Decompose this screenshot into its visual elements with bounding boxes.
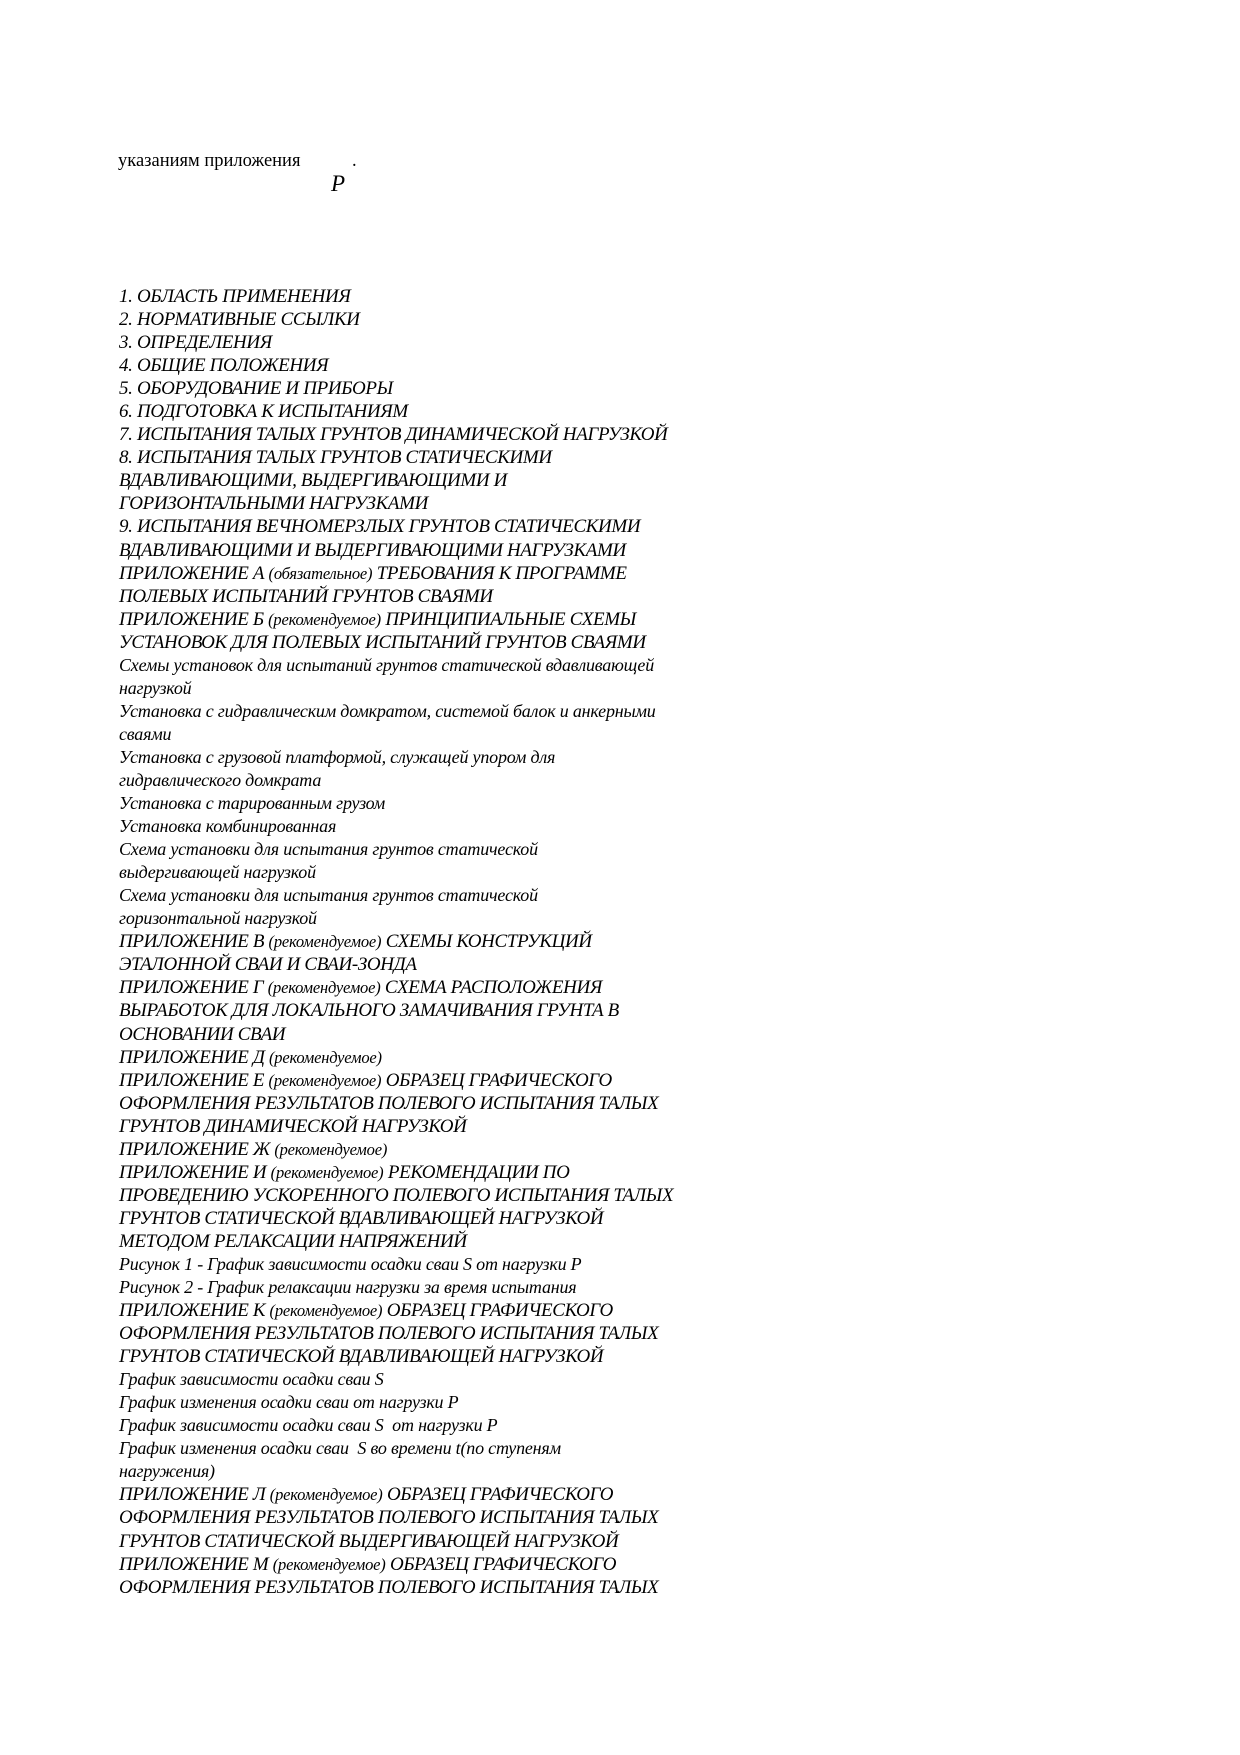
toc-line[interactable]: [119, 1023, 799, 1046]
toc-line-text: ОФОРМЛЕНИЯ РЕЗУЛЬТАТОВ ПОЛЕВОГО ИСПЫТАНИЯ ТАЛЫХ: [119, 1507, 659, 1529]
toc-line[interactable]: [119, 1368, 799, 1391]
toc-line[interactable]: [119, 1460, 799, 1483]
toc-line[interactable]: [119, 999, 799, 1022]
toc-line-text: горизонтальной нагрузкой: [119, 908, 317, 929]
toc-line-text: 3. ОПРЕДЕЛЕНИЯ: [119, 332, 272, 354]
toc-line[interactable]: [119, 746, 799, 769]
toc-line-text: ПРИЛОЖЕНИЕ К: [119, 1300, 270, 1322]
toc-line[interactable]: [119, 1530, 799, 1553]
toc-line[interactable]: [119, 769, 799, 792]
toc-line[interactable]: [119, 884, 799, 907]
toc-line-title: РЕКОМЕНДАЦИИ ПО: [383, 1161, 570, 1183]
toc-line[interactable]: [119, 838, 799, 861]
toc-line-text: ЭТАЛОННОЙ СВАИ И СВАИ-ЗОНДА: [119, 954, 417, 976]
toc-line-text: ПРИЛОЖЕНИЕ Ж: [119, 1138, 275, 1160]
toc-line-text: Рисунок 2 - График релаксации нагрузки за время испытания: [119, 1277, 577, 1298]
toc-line-title: ОБРАЗЕЦ ГРАФИЧЕСКОГО: [382, 1300, 613, 1322]
toc-line[interactable]: [119, 1184, 799, 1207]
toc-line-title: СХЕМЫ КОНСТРУКЦИЙ: [381, 931, 592, 953]
appendix-status-note: (обязательное): [268, 563, 373, 583]
toc-line-text: График изменения осадки сваи S во времени t(по ступеням: [119, 1438, 561, 1459]
toc-line[interactable]: [119, 792, 799, 815]
toc-line[interactable]: [119, 492, 799, 515]
toc-line-text: ПРИЛОЖЕНИЕ В: [119, 931, 269, 953]
toc-line[interactable]: [119, 1506, 799, 1529]
toc-line-text: ГРУНТОВ СТАТИЧЕСКОЙ ВДАВЛИВАЮЩЕЙ НАГРУЗКОЙ: [119, 1346, 604, 1368]
toc-line[interactable]: [119, 677, 799, 700]
toc-line[interactable]: [119, 585, 799, 608]
toc-line-text: Установка с гидравлическим домкратом, системой балок и анкерными: [119, 700, 656, 721]
toc-line-text: ПРИЛОЖЕНИЕ Л: [119, 1484, 270, 1506]
appendix-status-note: (рекомендуемое): [270, 1162, 384, 1182]
toc-line[interactable]: [119, 469, 799, 492]
toc-line-text: Рисунок 1 - График зависимости осадки сваи S от нагрузки P: [119, 1253, 582, 1274]
toc-line[interactable]: [119, 861, 799, 884]
toc-line-text: ОСНОВАНИИ СВАИ: [119, 1023, 286, 1045]
toc-line[interactable]: [119, 1553, 799, 1576]
toc-line-text: 1. ОБЛАСТЬ ПРИМЕНЕНИЯ: [119, 286, 351, 307]
toc-line[interactable]: [119, 723, 799, 746]
toc-line-text: ПРИЛОЖЕНИЕ М: [119, 1553, 273, 1575]
toc-line[interactable]: [119, 1092, 799, 1115]
toc-line[interactable]: [119, 1207, 799, 1230]
toc-line-text: Установка с грузовой платформой, служащей упором для: [119, 746, 556, 767]
toc-line-text: ПРИЛОЖЕНИЕ И: [119, 1161, 271, 1183]
toc-line-text: 8. ИСПЫТАНИЯ ТАЛЫХ ГРУНТОВ СТАТИЧЕСКИМИ: [119, 447, 552, 469]
toc-line[interactable]: [119, 400, 799, 423]
toc-line-text: График зависимости осадки сваи S: [119, 1369, 384, 1390]
toc-line[interactable]: [119, 1069, 799, 1092]
toc-line-text: 4. ОБЩИЕ ПОЛОЖЕНИЯ: [119, 355, 329, 377]
toc-line[interactable]: [119, 976, 799, 999]
toc-line-text: Схема установки для испытания грунтов статической: [119, 839, 538, 860]
toc-line-text: ГРУНТОВ ДИНАМИЧЕСКОЙ НАГРУЗКОЙ: [119, 1115, 467, 1137]
toc-line-text: ВДАВЛИВАЮЩИМИ И ВЫДЕРГИВАЮЩИМИ НАГРУЗКАМИ: [119, 539, 626, 561]
toc-line-text: ОФОРМЛЕНИЯ РЕЗУЛЬТАТОВ ПОЛЕВОГО ИСПЫТАНИЯ ТАЛЫХ: [119, 1576, 659, 1598]
appendix-status-note: (рекомендуемое): [268, 932, 382, 952]
table-of-contents: [119, 285, 799, 1599]
toc-line[interactable]: [119, 1230, 799, 1253]
appendix-status-note: (рекомендуемое): [272, 1554, 386, 1574]
toc-line-text: сваями: [119, 723, 172, 744]
toc-line-text: 5. ОБОРУДОВАНИЕ И ПРИБОРЫ: [119, 378, 393, 400]
toc-line-text: ПРИЛОЖЕНИЕ Г: [119, 977, 268, 999]
toc-line-text: гидравлического домкрата: [119, 769, 322, 790]
toc-line[interactable]: [119, 1253, 799, 1276]
appendix-status-note: (рекомендуемое): [267, 978, 381, 998]
toc-line-text: ПРИЛОЖЕНИЕ Е: [119, 1069, 269, 1091]
toc-line[interactable]: [119, 654, 799, 677]
toc-line-text: ОФОРМЛЕНИЯ РЕЗУЛЬТАТОВ ПОЛЕВОГО ИСПЫТАНИЯ ТАЛЫХ: [119, 1323, 659, 1345]
toc-line-text: 2. НОРМАТИВНЫЕ ССЫЛКИ: [119, 309, 360, 331]
intro-period: .: [352, 151, 357, 171]
toc-line-title: ТРЕБОВАНИЯ К ПРОГРАММЕ: [372, 562, 627, 584]
toc-line-title: ОБРАЗЕЦ ГРАФИЧЕСКОГО: [381, 1069, 612, 1091]
toc-line-text: Установка комбинированная: [119, 816, 337, 837]
toc-line-text: ГРУНТОВ СТАТИЧЕСКОЙ ВЫДЕРГИВАЮЩЕЙ НАГРУЗКОЙ: [119, 1530, 619, 1552]
toc-line-text: УСТАНОВОК ДЛЯ ПОЛЕВЫХ ИСПЫТАНИЙ ГРУНТОВ СВАЯМИ: [119, 631, 646, 653]
toc-line-text: ПРИЛОЖЕНИЕ Б: [119, 608, 269, 630]
appendix-status-note: (рекомендуемое): [269, 1301, 383, 1321]
appendix-status-note: (рекомендуемое): [268, 1070, 382, 1090]
toc-line-title: ОБРАЗЕЦ ГРАФИЧЕСКОГО: [385, 1553, 617, 1575]
toc-line[interactable]: [119, 1322, 799, 1345]
toc-line[interactable]: [119, 423, 799, 446]
toc-line-text: График изменения осадки сваи от нагрузки P: [119, 1392, 459, 1413]
toc-line-text: График зависимости осадки сваи S от нагрузки P: [119, 1415, 498, 1436]
toc-line[interactable]: [119, 700, 799, 723]
toc-line[interactable]: [119, 631, 799, 654]
toc-line[interactable]: [119, 1391, 799, 1414]
toc-line[interactable]: [119, 1576, 799, 1599]
toc-line-title: ОБРАЗЕЦ ГРАФИЧЕСКОГО: [382, 1484, 614, 1506]
toc-line[interactable]: [119, 562, 799, 585]
toc-line[interactable]: [119, 515, 799, 538]
toc-line-text: ВДАВЛИВАЮЩИМИ, ВЫДЕРГИВАЮЩИМИ И: [119, 470, 507, 492]
toc-line[interactable]: [119, 446, 799, 469]
toc-line[interactable]: [119, 953, 799, 976]
toc-line[interactable]: [119, 1115, 799, 1138]
toc-line-text: ВЫРАБОТОК ДЛЯ ЛОКАЛЬНОГО ЗАМАЧИВАНИЯ ГРУНТА В: [119, 1000, 619, 1022]
toc-line[interactable]: [119, 1161, 799, 1184]
toc-line[interactable]: [119, 930, 799, 953]
appendix-status-note: (рекомендуемое): [268, 609, 381, 629]
toc-line[interactable]: [119, 377, 799, 400]
toc-line-title: ПРИНЦИПИАЛЬНЫЕ СХЕМЫ: [380, 608, 636, 630]
toc-line[interactable]: [119, 1138, 799, 1161]
toc-line-text: ПРИЛОЖЕНИЕ Д: [119, 1046, 270, 1068]
toc-line[interactable]: [119, 815, 799, 838]
toc-line[interactable]: [119, 1046, 799, 1069]
appendix-status-note: (рекомендуемое): [269, 1485, 383, 1505]
toc-line-text: нагрузкой: [119, 677, 192, 698]
toc-line[interactable]: [119, 1437, 799, 1460]
toc-line-text: Установка с тарированным грузом: [119, 793, 386, 814]
toc-line[interactable]: [119, 331, 799, 354]
toc-line-text: 6. ПОДГОТОВКА К ИСПЫТАНИЯМ: [119, 401, 408, 423]
toc-line[interactable]: [119, 1483, 799, 1506]
toc-line-text: ПРИЛОЖЕНИЕ А: [119, 562, 269, 584]
toc-line[interactable]: [119, 608, 799, 631]
toc-line[interactable]: [119, 907, 799, 930]
toc-line-text: МЕТОДОМ РЕЛАКСАЦИИ НАПРЯЖЕНИЙ: [119, 1230, 467, 1252]
toc-line-text: Схемы установок для испытаний грунтов статической вдавливающей: [119, 654, 655, 675]
formula-symbol-p: P: [331, 171, 346, 196]
toc-line[interactable]: [119, 285, 799, 308]
toc-line[interactable]: [119, 1276, 799, 1299]
toc-line[interactable]: [119, 1345, 799, 1368]
appendix-status-note: (рекомендуемое): [269, 1047, 382, 1067]
toc-line[interactable]: [119, 308, 799, 331]
toc-line-text: ГРУНТОВ СТАТИЧЕСКОЙ ВДАВЛИВАЮЩЕЙ НАГРУЗКОЙ: [119, 1207, 604, 1229]
toc-line-text: ОФОРМЛЕНИЯ РЕЗУЛЬТАТОВ ПОЛЕВОГО ИСПЫТАНИЯ ТАЛЫХ: [119, 1092, 659, 1114]
toc-line-text: ГОРИЗОНТАЛЬНЫМИ НАГРУЗКАМИ: [119, 493, 428, 515]
toc-line[interactable]: [119, 1299, 799, 1322]
toc-line-text: 9. ИСПЫТАНИЯ ВЕЧНОМЕРЗЛЫХ ГРУНТОВ СТАТИЧЕСКИМИ: [119, 516, 641, 538]
toc-line-text: 7. ИСПЫТАНИЯ ТАЛЫХ ГРУНТОВ ДИНАМИЧЕСКОЙ НАГРУЗКОЙ: [119, 424, 668, 446]
intro-text: указаниям приложения: [118, 151, 301, 171]
toc-line[interactable]: [119, 1414, 799, 1437]
toc-line-text: ПОЛЕВЫХ ИСПЫТАНИЙ ГРУНТОВ СВАЯМИ: [119, 585, 493, 607]
toc-line-text: ПРОВЕДЕНИЮ УСКОРЕННОГО ПОЛЕВОГО ИСПЫТАНИЯ ТАЛЫХ: [119, 1184, 674, 1206]
toc-line[interactable]: [119, 539, 799, 562]
toc-line-title: СХЕМА РАСПОЛОЖЕНИЯ: [380, 977, 602, 999]
toc-line-text: Схема установки для испытания грунтов статической: [119, 885, 538, 906]
toc-line-text: выдергивающей нагрузкой: [119, 862, 316, 883]
appendix-status-note: (рекомендуемое): [274, 1139, 388, 1159]
toc-line[interactable]: [119, 354, 799, 377]
toc-line-text: нагружения): [119, 1461, 215, 1482]
